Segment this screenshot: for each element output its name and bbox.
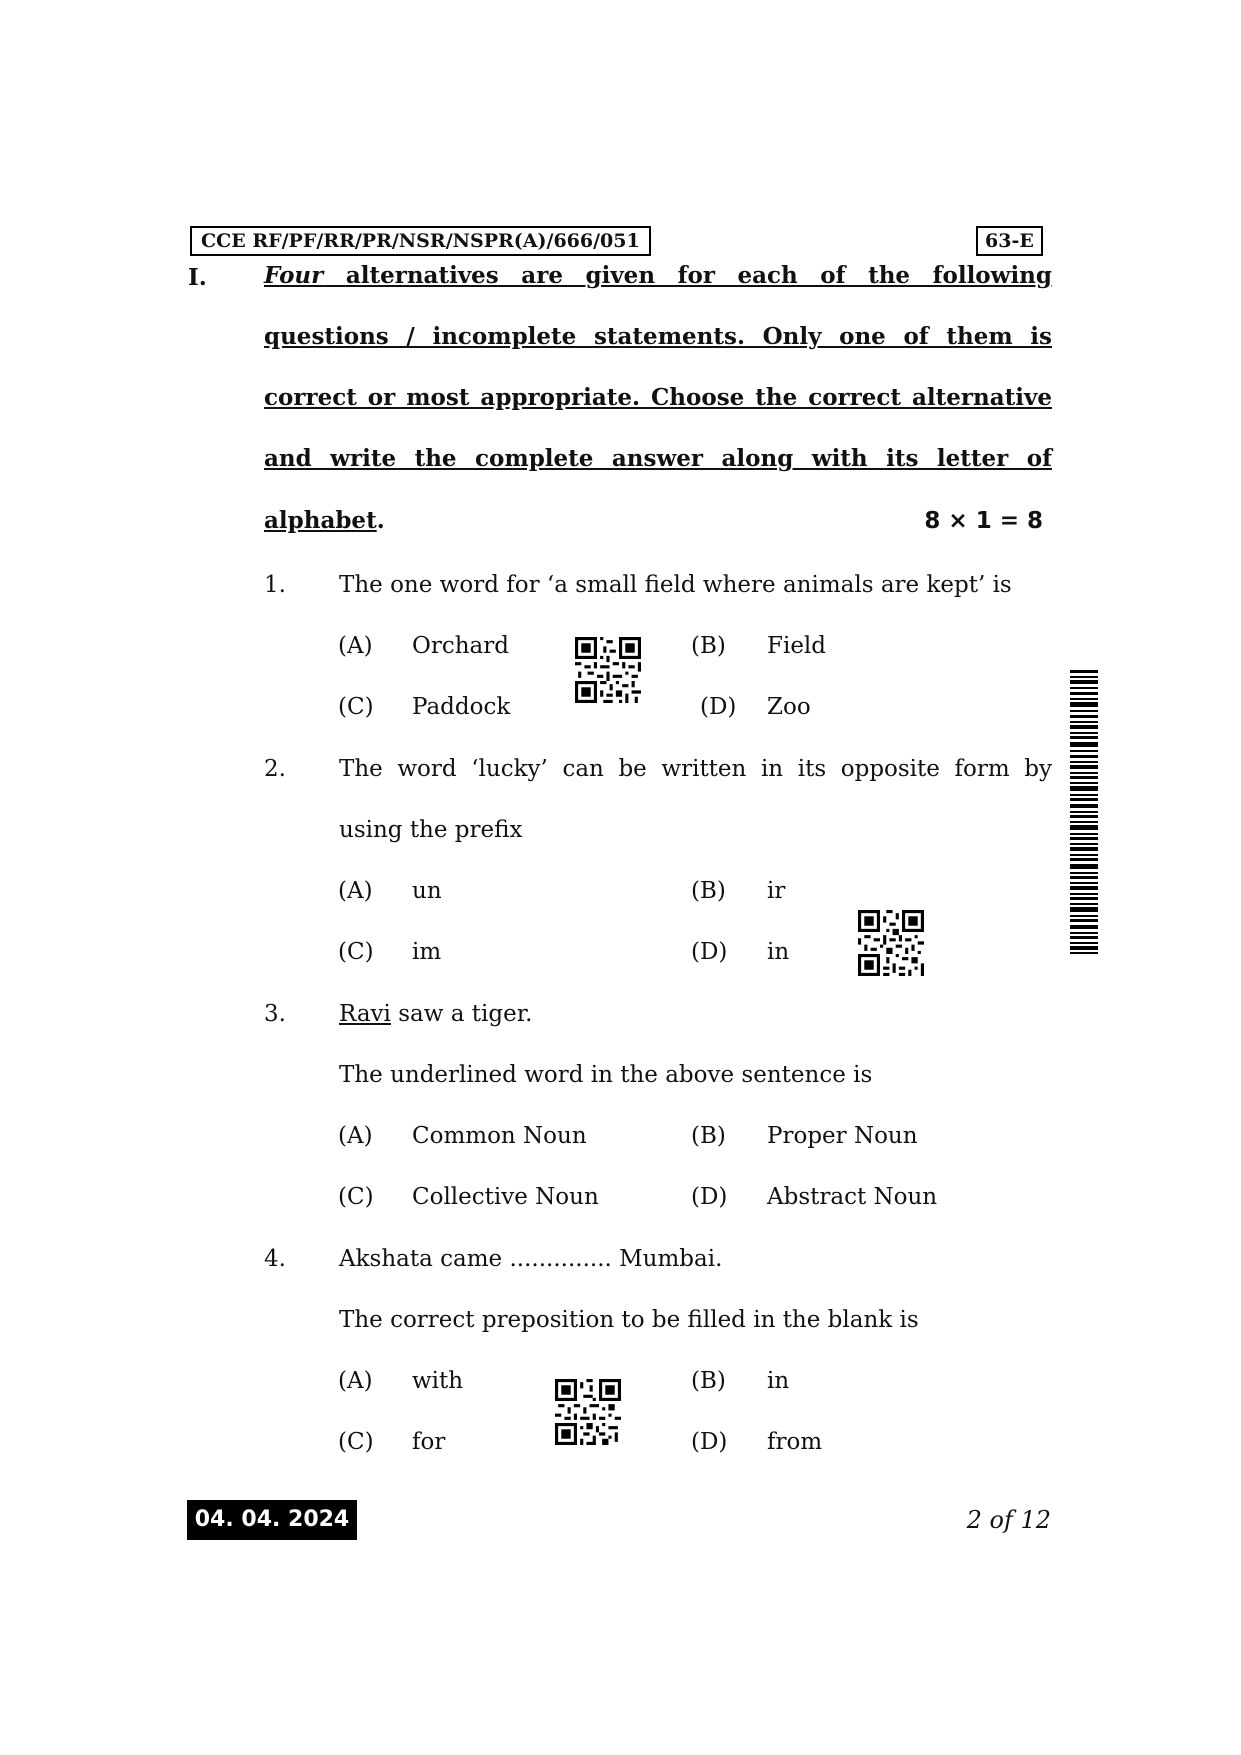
option-letter: (C) (338, 1429, 374, 1455)
sentence-rest: saw a tiger. (390, 1001, 533, 1027)
question-sentence (339, 998, 532, 1030)
question-sentence: Akshata came .............. Mumbai. (339, 1246, 723, 1272)
qr-code-icon (575, 637, 641, 703)
instruction-line-1-rest: alternatives are given for each of the following (345, 262, 1052, 289)
question-number: 1. (264, 572, 286, 598)
option-text: from (767, 1429, 823, 1455)
option-letter: (A) (338, 633, 373, 659)
option-letter: (A) (338, 878, 373, 904)
question-number: 2. (264, 756, 286, 782)
paper-code: CCE RF/PF/RR/PR/NSR/NSPR(A)/666/051 (190, 226, 651, 256)
option-text: Abstract Noun (767, 1184, 938, 1210)
option-letter: (A) (338, 1368, 373, 1394)
option-text: for (412, 1429, 446, 1455)
instruction-first-word: Four (264, 262, 324, 289)
instruction-line-5 (264, 505, 385, 537)
instruction-line-1 (264, 260, 1052, 292)
option-letter: (B) (691, 878, 726, 904)
option-text: in (767, 939, 790, 965)
question-text-continued: using the prefix (339, 817, 523, 843)
option-text: Common Noun (412, 1123, 587, 1149)
question-text: The word ‘lucky’ can be written in its opposite form by (339, 756, 1052, 782)
marks-allocation: 8 × 1 = 8 (924, 508, 1043, 534)
option-letter: (B) (691, 1123, 726, 1149)
option-letter: (A) (338, 1123, 373, 1149)
option-letter: (D) (691, 1429, 728, 1455)
option-text: un (412, 878, 442, 904)
option-text: Zoo (767, 694, 811, 720)
instruction-line-2: questions / incomplete statements. Only one of them is (264, 323, 1052, 350)
barcode-icon (1070, 670, 1098, 954)
option-letter: (B) (691, 1368, 726, 1394)
option-text: im (412, 939, 442, 965)
page-number: 2 of 12 (966, 1506, 1051, 1534)
option-letter: (C) (338, 1184, 374, 1210)
question-number: 3. (264, 1001, 286, 1027)
option-text: with (412, 1368, 464, 1394)
qr-code-icon (858, 910, 924, 976)
instruction-line-4: and write the complete answer along with its letter of (264, 445, 1052, 472)
option-letter: (D) (691, 1184, 728, 1210)
option-text: Collective Noun (412, 1184, 599, 1210)
instruction-last-word: alphabet (264, 507, 377, 534)
exam-date-badge: 04. 04. 2024 (187, 1500, 357, 1540)
option-letter: (C) (338, 694, 374, 720)
option-text: ir (767, 878, 786, 904)
option-letter: (C) (338, 939, 374, 965)
option-text: Orchard (412, 633, 509, 659)
option-letter: (D) (700, 694, 737, 720)
underlined-word: Ravi (339, 1001, 391, 1027)
question-number: 4. (264, 1246, 286, 1272)
question-text: The underlined word in the above sentence is (339, 1062, 873, 1088)
instruction-line-3: correct or most appropriate. Choose the correct alternative (264, 384, 1052, 411)
option-letter: (D) (691, 939, 728, 965)
option-letter: (B) (691, 633, 726, 659)
option-text: Proper Noun (767, 1123, 918, 1149)
instruction-end: . (376, 507, 385, 534)
question-text: The one word for ‘a small field where animals are kept’ is (339, 572, 1012, 598)
question-text: The correct preposition to be filled in the blank is (339, 1307, 919, 1333)
section-number: I. (188, 264, 207, 291)
option-text: Field (767, 633, 827, 659)
option-text: Paddock (412, 694, 511, 720)
qr-code-icon (555, 1379, 621, 1445)
set-code: 63-E (976, 226, 1043, 256)
option-text: in (767, 1368, 790, 1394)
